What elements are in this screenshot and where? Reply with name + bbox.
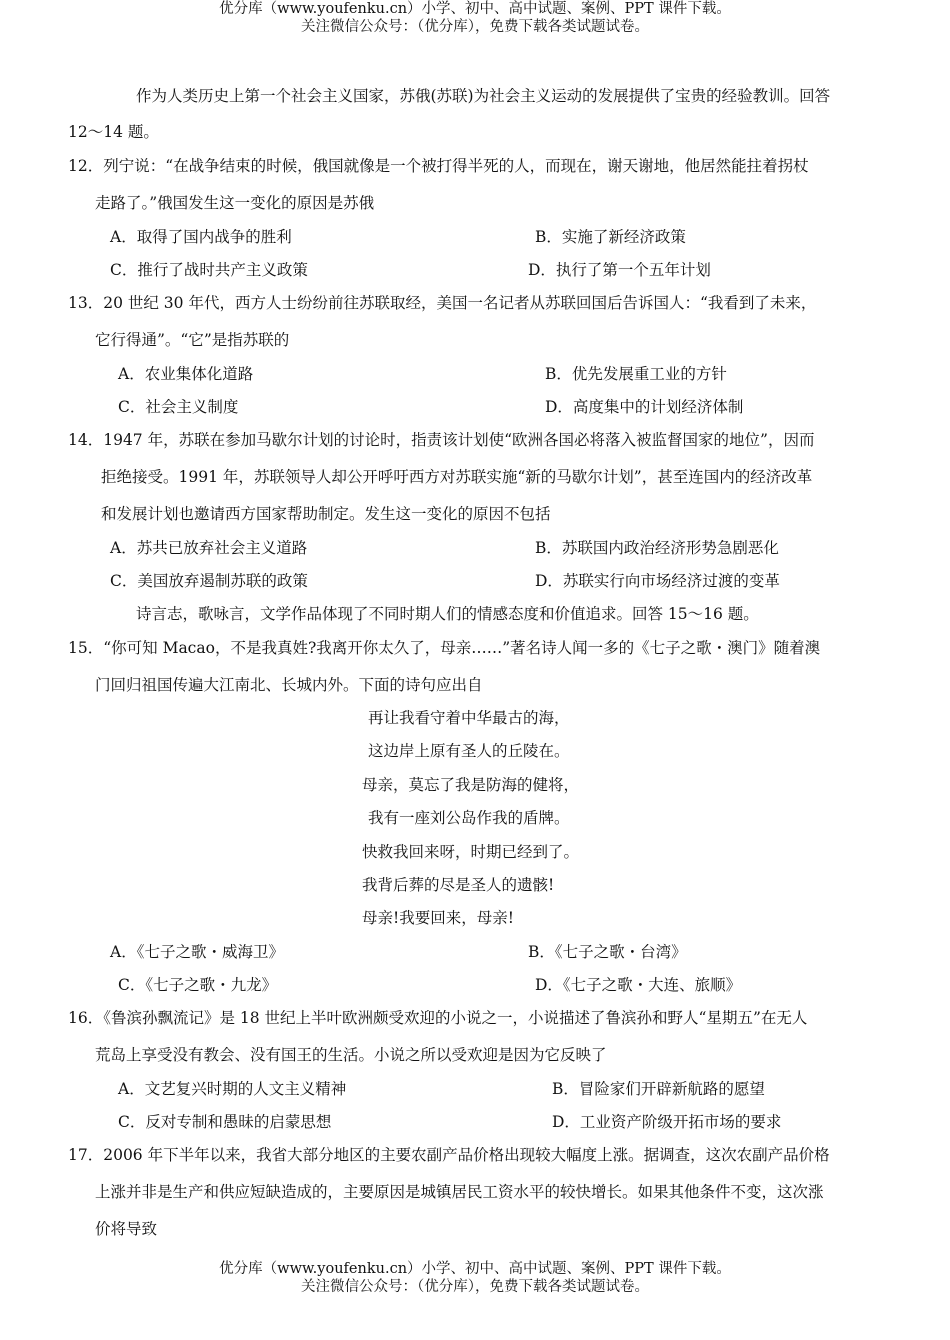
q16-option-b: B．冒险家们开辟新航路的愿望 bbox=[552, 1080, 765, 1098]
footer-line-1: 优分库（www.youfenku.cn）小学、初中、高中试题、案例、PPT 课件下载。 bbox=[219, 1261, 731, 1277]
q13-stem-line-1: 13．20 世纪 30 年代，西方人士纷纷前往苏联取经，美国一名记者从苏联回国后告诉国人：“我看到了未来， bbox=[68, 294, 817, 312]
q13-option-c: C．社会主义制度 bbox=[118, 398, 239, 416]
page-header bbox=[0, 0, 950, 36]
q14-option-d: D．苏联实行向市场经济过渡的变革 bbox=[535, 572, 780, 590]
q12-option-b: B．实施了新经济政策 bbox=[535, 228, 686, 246]
poem-line-4: 我有一座刘公岛作我的盾牌。 bbox=[368, 809, 570, 827]
q16-option-c: C．反对专制和愚昧的启蒙思想 bbox=[118, 1113, 332, 1131]
q14-stem-line-2: 拒绝接受。1991 年，苏联领导人却公开呼吁西方对苏联实施“新的马歇尔计划”，甚至连国内的经济改革 bbox=[101, 468, 813, 486]
q15-option-c: C．《七子之歌・九龙》 bbox=[118, 976, 278, 994]
poem-line-5: 快救我回来呀，时期已经到了。 bbox=[362, 843, 580, 861]
q15-option-d: D．《七子之歌・大连、旅顺》 bbox=[535, 976, 742, 994]
q16-stem-line-2: 荒岛上享受没有教会、没有国王的生活。小说之所以受欢迎是因为它反映了 bbox=[95, 1046, 607, 1064]
q12-stem-line-2: 走路了。”俄国发生这一变化的原因是苏俄 bbox=[95, 194, 375, 212]
q12-option-a: A．取得了国内战争的胜利 bbox=[110, 228, 292, 246]
q17-stem-line-1: 17．2006 年下半年以来，我省大部分地区的主要农副产品价格出现较大幅度上涨。据调查，这次农副产品价格 bbox=[68, 1146, 830, 1164]
q13-stem-line-2: 它行得通”。“它”是指苏联的 bbox=[95, 331, 290, 349]
header-line-2: 关注微信公众号：（优分库），免费下载各类试题试卷。 bbox=[301, 19, 649, 35]
q14-option-c: C．美国放弃遏制苏联的政策 bbox=[110, 572, 308, 590]
footer-line-2: 关注微信公众号：（优分库），免费下载各类试题试卷。 bbox=[301, 1279, 649, 1295]
q16-stem-line-1: 16．《鲁滨孙飘流记》是 18 世纪上半叶欧洲颇受欢迎的小说之一，小说描述了鲁滨孙和野人“星期五”在无人 bbox=[68, 1009, 808, 1027]
q13-option-a: A．农业集体化道路 bbox=[118, 365, 254, 383]
poem-line-1: 再让我看守着中华最古的海， bbox=[368, 709, 570, 727]
header-line-1: 优分库（www.youfenku.cn）小学、初中、高中试题、案例、PPT 课件下载。 bbox=[219, 1, 731, 17]
q15-option-a: A．《七子之歌・威海卫》 bbox=[110, 943, 284, 961]
q12-option-d: D．执行了第一个五年计划 bbox=[528, 261, 711, 279]
intro-12-14-line-1: 作为人类历史上第一个社会主义国家，苏俄(苏联)为社会主义运动的发展提供了宝贵的经验教训。回答 bbox=[136, 87, 831, 105]
q14-option-a: A．苏共已放弃社会主义道路 bbox=[110, 539, 308, 557]
q14-stem-line-1: 14．1947 年，苏联在参加马歇尔计划的讨论时，指责该计划使“欧洲各国必将落入被监督国家的地位”，因而 bbox=[68, 431, 815, 449]
poem-line-3: 母亲，莫忘了我是防海的健将， bbox=[362, 776, 580, 794]
q15-stem-line-1: 15．“你可知 Macao，不是我真姓?我离开你太久了，母亲……”著名诗人闻一多的《七子之歌・澳门》随着澳 bbox=[68, 639, 821, 657]
poem-line-6: 我背后葬的尽是圣人的遗骸! bbox=[362, 876, 555, 894]
page-footer bbox=[0, 1260, 950, 1296]
q16-option-a: A．文艺复兴时期的人文主义精神 bbox=[118, 1080, 347, 1098]
q13-option-d: D．高度集中的计划经济体制 bbox=[545, 398, 744, 416]
intro-15-16: 诗言志，歌咏言，文学作品体现了不同时期人们的情感态度和价值追求。回答 15～16 题。 bbox=[136, 605, 759, 623]
poem-line-7: 母亲!我要回来，母亲! bbox=[362, 909, 514, 927]
q17-stem-line-2: 上涨并非是生产和供应短缺造成的，主要原因是城镇居民工资水平的较快增长。如果其他条件不变，这次涨 bbox=[95, 1183, 824, 1201]
q17-stem-line-3: 价将导致 bbox=[95, 1220, 158, 1238]
q14-stem-line-3: 和发展计划也邀请西方国家帮助制定。发生这一变化的原因不包括 bbox=[101, 505, 551, 523]
intro-12-14-line-2: 12～14 题。 bbox=[68, 123, 159, 141]
q14-option-b: B．苏联国内政治经济形势急剧恶化 bbox=[535, 539, 779, 557]
q13-option-b: B．优先发展重工业的方针 bbox=[545, 365, 727, 383]
q12-stem-line-1: 12．列宁说：“在战争结束的时候，俄国就像是一个被打得半死的人，而现在，谢天谢地，他居然能拄着拐杖 bbox=[68, 157, 809, 175]
q15-option-b: B．《七子之歌・台湾》 bbox=[528, 943, 687, 961]
q15-stem-line-2: 门回归祖国传遍大江南北、长城内外。下面的诗句应出自 bbox=[95, 676, 483, 694]
q12-option-c: C．推行了战时共产主义政策 bbox=[110, 261, 308, 279]
poem-line-2: 这边岸上原有圣人的丘陵在。 bbox=[368, 742, 570, 760]
q16-option-d: D．工业资产阶级开拓市场的要求 bbox=[552, 1113, 782, 1131]
